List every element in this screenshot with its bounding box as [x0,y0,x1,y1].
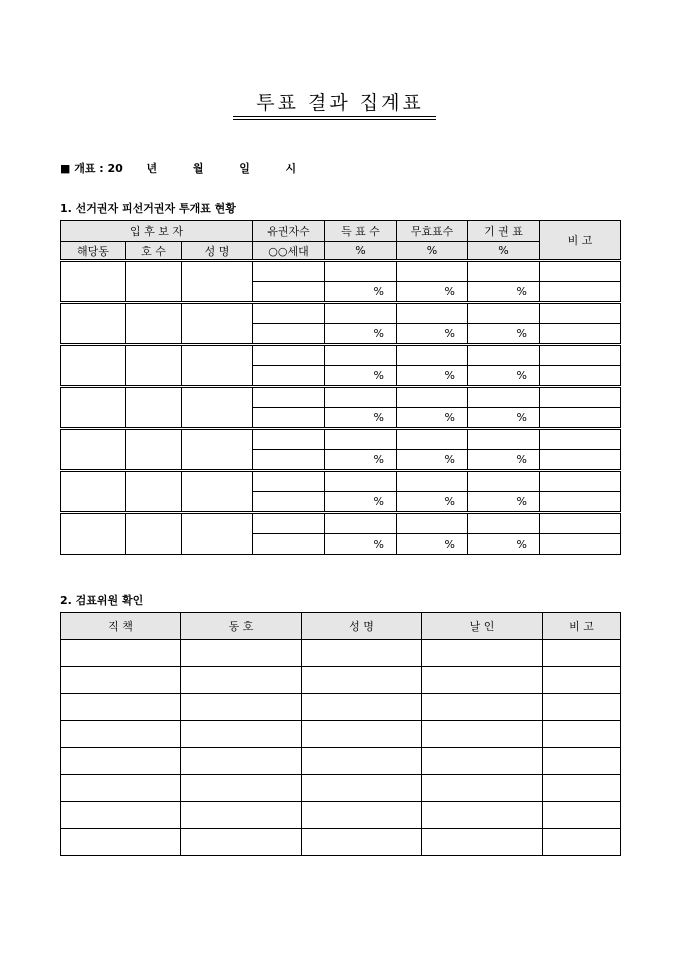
remarks-cell [540,345,621,366]
vote-status-table [60,220,621,555]
invalid-pct-cell: % [397,324,468,345]
name-cell [182,513,253,555]
abstain-pct-cell: % [468,534,540,555]
inspector-row [61,775,621,802]
abstain-pct-cell: % [468,282,540,303]
candidate-row [61,261,621,282]
count-date-line [60,160,296,176]
position-cell [61,775,181,802]
document-title: 투표 결과 집계표 [256,92,424,114]
dong-cell [61,303,126,345]
invalid-cell [397,261,468,282]
abstain-cell [468,261,540,282]
dongho-cell [181,721,302,748]
dongho-cell [181,640,302,667]
votes-pct-cell: % [325,492,397,513]
ho-header: 호 수 [126,242,182,261]
inspector-name-header: 성 명 [302,613,422,640]
abstain-cell [468,429,540,450]
abstain-pct-cell: % [468,408,540,429]
votes-cell [325,429,397,450]
name-cell [182,471,253,513]
inspector-name-cell [302,802,422,829]
inspector-remarks-cell [543,802,621,829]
ho-cell [126,513,182,555]
seal-cell [422,775,543,802]
invalid-cell [397,429,468,450]
remarks-sub-cell [540,492,621,513]
inspector-remarks-cell [543,748,621,775]
abstain-cell [468,387,540,408]
invalid-pct-cell: % [397,282,468,303]
inspector-remarks-header: 비 고 [543,613,621,640]
votes-pct-cell: % [325,282,397,303]
remarks-cell [540,513,621,534]
votes-cell [325,387,397,408]
abstain-cell [468,471,540,492]
dongho-header: 동 호 [181,613,302,640]
dong-cell [61,429,126,471]
voters-sub-cell [253,282,325,303]
ho-cell [126,345,182,387]
inspector-remarks-cell [543,775,621,802]
votes-cell [325,471,397,492]
seal-cell [422,667,543,694]
position-cell [61,748,181,775]
seal-cell [422,721,543,748]
year-label: 년 [146,162,158,175]
voters-sub-cell [253,324,325,345]
remarks-header: 비 고 [540,221,621,261]
voters-header: 유권자수 [253,221,325,242]
seal-cell [422,802,543,829]
remarks-sub-cell [540,450,621,471]
inspector-name-cell [302,721,422,748]
invalid-pct-cell: % [397,492,468,513]
invalid-cell [397,303,468,324]
inspector-row [61,829,621,856]
seal-cell [422,694,543,721]
seal-cell [422,748,543,775]
position-cell [61,640,181,667]
inspector-row [61,667,621,694]
votes-pct-cell: % [325,534,397,555]
count-date-prefix: ■ 개표 : 20 [60,162,123,175]
abstain-cell [468,303,540,324]
remarks-cell [540,387,621,408]
inspector-row [61,694,621,721]
dong-cell [61,345,126,387]
candidate-row [61,345,621,366]
voters-sub-cell [253,492,325,513]
voters-sub-cell [253,534,325,555]
dongho-cell [181,802,302,829]
name-cell [182,345,253,387]
inspector-name-cell [302,667,422,694]
name-cell [182,429,253,471]
inspector-name-cell [302,640,422,667]
voters-cell [253,387,325,408]
ho-cell [126,261,182,303]
inspector-row [61,802,621,829]
votes-pct-cell: % [325,408,397,429]
inspector-table [60,612,621,856]
dongho-cell [181,748,302,775]
households-header: ○○세대 [253,242,325,261]
votes-pct-cell: % [325,450,397,471]
invalid-pct-cell: % [397,408,468,429]
dong-cell [61,471,126,513]
votes-cell [325,345,397,366]
invalid-cell [397,471,468,492]
position-cell [61,694,181,721]
ho-cell [126,471,182,513]
dongho-cell [181,775,302,802]
dong-cell [61,513,126,555]
inspector-row [61,640,621,667]
dong-cell [61,261,126,303]
votes-cell [325,303,397,324]
remarks-sub-cell [540,366,621,387]
position-cell [61,802,181,829]
remarks-sub-cell [540,282,621,303]
dongho-cell [181,829,302,856]
invalid-header: 무효표수 [397,221,468,242]
votes-pct-cell: % [325,366,397,387]
candidate-row [61,303,621,324]
seal-cell [422,640,543,667]
day-label: 일 [239,162,250,175]
abstain-pct-header: % [468,242,540,261]
votes-header: 득 표 수 [325,221,397,242]
abstain-pct-cell: % [468,492,540,513]
name-cell [182,261,253,303]
seal-header: 날 인 [422,613,543,640]
invalid-pct-header: % [397,242,468,261]
invalid-cell [397,345,468,366]
inspector-remarks-cell [543,829,621,856]
ho-cell [126,387,182,429]
position-cell [61,829,181,856]
inspector-row [61,748,621,775]
month-label: 월 [192,162,204,175]
remarks-cell [540,471,621,492]
abstain-pct-cell: % [468,450,540,471]
position-cell [61,721,181,748]
invalid-pct-cell: % [397,534,468,555]
votes-cell [325,261,397,282]
candidate-row [61,429,621,450]
inspector-name-cell [302,775,422,802]
candidate-row [61,513,621,534]
candidate-row [61,387,621,408]
position-cell [61,667,181,694]
voters-cell [253,471,325,492]
votes-cell [325,513,397,534]
candidate-row [61,471,621,492]
dong-cell [61,387,126,429]
voters-sub-cell [253,408,325,429]
inspector-remarks-cell [543,640,621,667]
name-cell [182,387,253,429]
candidate-header: 입 후 보 자 [61,221,253,242]
section1-heading: 1. 선거권자 피선거권자 투개표 현황 [60,202,236,215]
remarks-sub-cell [540,534,621,555]
dong-header: 해당동 [61,242,126,261]
voters-sub-cell [253,366,325,387]
inspector-row [61,721,621,748]
ho-cell [126,303,182,345]
dongho-cell [181,694,302,721]
abstain-pct-cell: % [468,324,540,345]
inspector-name-cell [302,829,422,856]
name-cell [182,303,253,345]
voters-cell [253,345,325,366]
invalid-pct-cell: % [397,366,468,387]
dongho-cell [181,667,302,694]
position-header: 직 책 [61,613,181,640]
voters-cell [253,303,325,324]
invalid-pct-cell: % [397,450,468,471]
section2-heading: 2. 검표위원 확인 [60,594,144,607]
abstain-header: 기 권 표 [468,221,540,242]
inspector-name-cell [302,748,422,775]
abstain-cell [468,345,540,366]
voters-sub-cell [253,450,325,471]
invalid-cell [397,513,468,534]
seal-cell [422,829,543,856]
abstain-pct-cell: % [468,366,540,387]
remarks-cell [540,261,621,282]
voters-cell [253,429,325,450]
hour-label: 시 [285,162,297,175]
inspector-remarks-cell [543,721,621,748]
abstain-cell [468,513,540,534]
invalid-cell [397,387,468,408]
remarks-sub-cell [540,408,621,429]
title-underline [233,116,436,120]
ho-cell [126,429,182,471]
name-header: 성 명 [182,242,253,261]
votes-pct-cell: % [325,324,397,345]
inspector-remarks-cell [543,694,621,721]
remarks-sub-cell [540,324,621,345]
votes-pct-header: % [325,242,397,261]
inspector-name-cell [302,694,422,721]
voters-cell [253,261,325,282]
remarks-cell [540,303,621,324]
voters-cell [253,513,325,534]
inspector-remarks-cell [543,667,621,694]
remarks-cell [540,429,621,450]
